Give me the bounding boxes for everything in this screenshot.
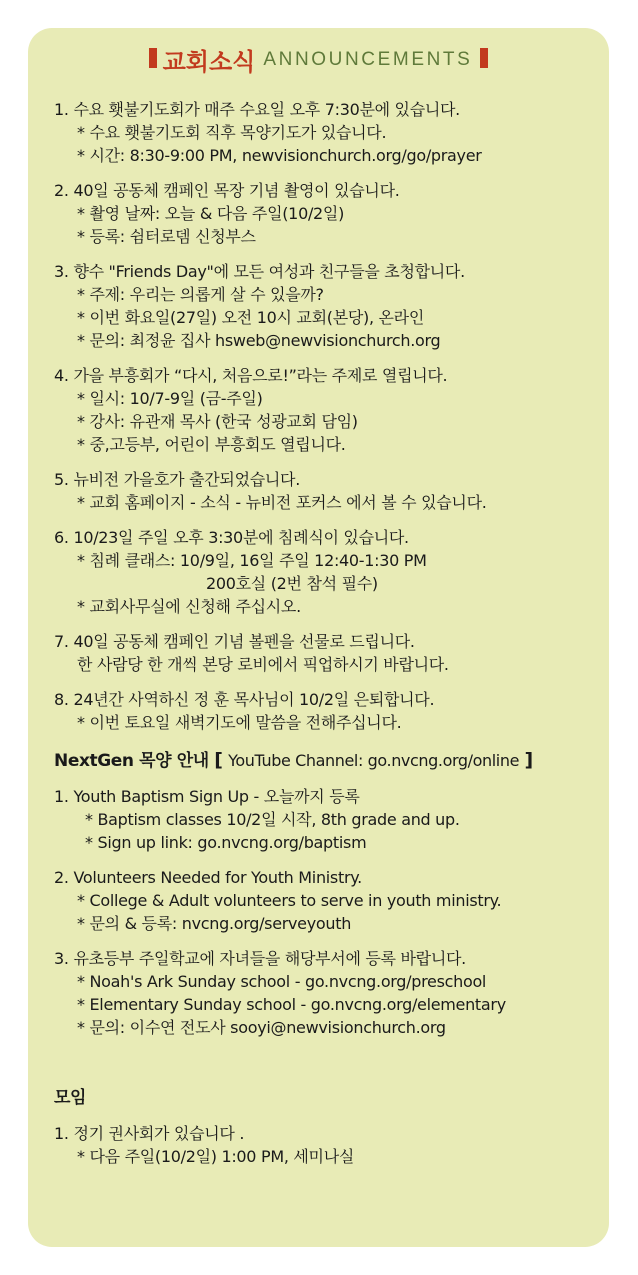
- announcement-detail: * 강사: 유관재 목사 (한국 성광교회 담임): [77, 412, 358, 431]
- header-right-bar: [480, 48, 488, 68]
- bracket-close: ]: [524, 749, 533, 771]
- announcement-title: 7. 40일 공동체 캠페인 기념 볼펜을 선물로 드립니다.: [54, 632, 415, 651]
- announcement-detail: * 등록: 쉼터로뎀 신청부스: [77, 227, 256, 246]
- header-title-english: ANNOUNCEMENTS: [263, 48, 473, 70]
- nextgen-item: [54, 785, 599, 854]
- announcement-detail: * 중,고등부, 어린이 부흥회도 열립니다.: [77, 435, 346, 454]
- nextgen-item-detail: * College & Adult volunteers to serve in youth ministry.: [77, 891, 502, 910]
- meeting-section-title: 모임: [54, 1088, 87, 1108]
- announcement-title: 1. 수요 횃불기도회가 매주 수요일 오후 7:30분에 있습니다.: [54, 100, 460, 119]
- youtube-channel: YouTube Channel: go.nvcng.org/online: [228, 751, 520, 770]
- nextgen-item-detail: * Baptism classes 10/2일 시작, 8th grade and up.: [85, 810, 460, 829]
- nextgen-item: [54, 947, 599, 1039]
- meeting-item: [54, 1122, 599, 1168]
- announcements-header: [28, 42, 609, 77]
- announcement-title: 3. 향수 "Friends Day"에 모든 여성과 친구들을 초청합니다.: [54, 262, 465, 281]
- announcement-title: 8. 24년간 사역하신 정 훈 목사님이 10/2일 은퇴합니다.: [54, 690, 435, 709]
- nextgen-item-detail: * Noah's Ark Sunday school - go.nvcng.org/preschool: [77, 972, 487, 991]
- nextgen-item-title: 2. Volunteers Needed for Youth Ministry.: [54, 868, 362, 887]
- announcement-item: [54, 364, 599, 456]
- announcement-detail: * 이번 화요일(27일) 오전 10시 교회(본당), 온라인: [77, 308, 424, 327]
- nextgen-item-title: 3. 유초등부 주일학교에 자녀들을 해당부서에 등록 바랍니다.: [54, 949, 466, 968]
- header-title-korean: 교회소식: [162, 48, 256, 76]
- announcement-detail: * 침례 클래스: 10/9일, 16일 주일 12:40-1:30 PM: [77, 551, 427, 570]
- announcement-detail: 한 사람당 한 개씩 본당 로비에서 픽업하시기 바랍니다.: [77, 655, 449, 674]
- section-spacer: [54, 1051, 599, 1071]
- header-left-bar: [149, 48, 157, 68]
- nextgen-item-detail: * 문의: 이수연 전도사 sooyi@newvisionchurch.org: [77, 1018, 446, 1037]
- meeting-item-title: 1. 정기 권사회가 있습니다 .: [54, 1124, 245, 1143]
- announcement-detail: * 교회사무실에 신청해 주십시오.: [77, 597, 301, 616]
- announcement-detail: * 일시: 10/7-9일 (금-주일): [77, 389, 263, 408]
- announcements-card: [28, 28, 609, 1247]
- bracket-open: [: [214, 749, 223, 771]
- announcement-item: [54, 688, 599, 734]
- nextgen-item-detail: * 문의 & 등록: nvcng.org/serveyouth: [77, 914, 352, 933]
- announcement-detail: * 시간: 8:30-9:00 PM, newvisionchurch.org/go/prayer: [77, 146, 482, 165]
- nextgen-item-detail: * Sign up link: go.nvcng.org/baptism: [85, 833, 367, 852]
- announcement-item: [54, 630, 599, 676]
- nextgen-item-detail: * Elementary Sunday school - go.nvcng.org/elementary: [77, 995, 506, 1014]
- meeting-item-detail: * 다음 주일(10/2일) 1:00 PM, 세미나실: [77, 1147, 355, 1166]
- announcement-detail: * 이번 토요일 새벽기도에 말씀을 전해주십니다.: [77, 713, 402, 732]
- nextgen-item: [54, 866, 599, 935]
- announcement-detail: * 수요 횃불기도회 직후 목양기도가 있습니다.: [77, 123, 387, 142]
- announcement-item: [54, 260, 599, 352]
- announcement-title: 5. 뉴비전 가을호가 출간되었습니다.: [54, 470, 300, 489]
- announcement-title: 4. 가을 부흥회가 “다시, 처음으로!”라는 주제로 열립니다.: [54, 366, 448, 385]
- announcement-detail: * 교회 홈페이지 - 소식 - 뉴비전 포커스 에서 볼 수 있습니다.: [77, 493, 487, 512]
- announcement-detail: 200호실 (2번 참석 필수): [206, 574, 378, 593]
- announcement-item: [54, 526, 599, 618]
- announcement-title: 2. 40일 공동체 캠페인 목장 기념 촬영이 있습니다.: [54, 181, 400, 200]
- announcement-detail: * 촬영 날짜: 오늘 & 다음 주일(10/2일): [77, 204, 345, 223]
- announcements-content: [54, 98, 599, 1180]
- announcement-detail: * 문의: 최정윤 집사 hsweb@newvisionchurch.org: [77, 331, 441, 350]
- announcement-detail: * 주제: 우리는 의롭게 살 수 있을까?: [77, 285, 324, 304]
- announcement-item: [54, 468, 599, 514]
- announcement-item: [54, 179, 599, 248]
- announcement-title: 6. 10/23일 주일 오후 3:30분에 침례식이 있습니다.: [54, 528, 409, 547]
- announcement-item: [54, 98, 599, 167]
- nextgen-title: NextGen 목양 안내: [54, 751, 209, 771]
- nextgen-item-title: 1. Youth Baptism Sign Up - 오늘까지 등록: [54, 787, 360, 806]
- nextgen-section-title: [54, 746, 599, 771]
